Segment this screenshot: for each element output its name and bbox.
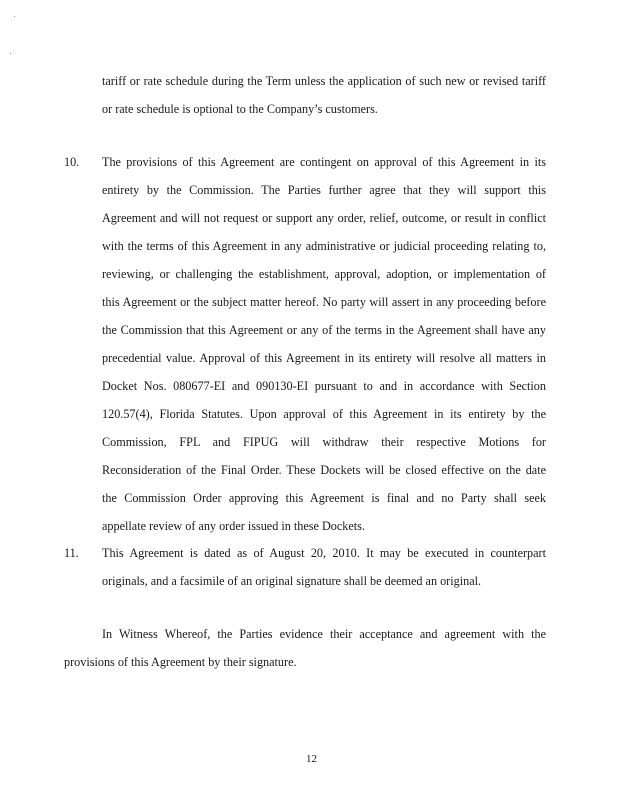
section-line: Agreement and will not request or support any order, relief, outcome, or result in conflict [102, 211, 546, 225]
witness-line: provisions of this Agreement by their signature. [64, 655, 297, 669]
page-number: 12 [306, 753, 317, 765]
witness-line: In Witness Whereof, the Parties evidence their acceptance and agreement with the [102, 627, 546, 641]
section-line: the Commission that this Agreement or any of the terms in the Agreement shall have any [102, 323, 546, 337]
section-line: Commission, FPL and FIPUG will withdraw their respective Motions for [102, 435, 546, 449]
intro-line: or rate schedule is optional to the Company’s customers. [102, 102, 378, 116]
section-line: This Agreement is dated as of August 20, 2010. It may be executed in counterpart [102, 546, 546, 560]
section-line: entirety by the Commission. The Parties further agree that they will support this [102, 183, 546, 197]
section-line: precedential value. Approval of this Agreement in its entirety will resolve all matters in [102, 351, 546, 365]
section-line: The provisions of this Agreement are contingent on approval of this Agreement in its [102, 155, 546, 169]
section-line: the Commission Order approving this Agreement is final and no Party shall seek [102, 491, 546, 505]
intro-line: tariff or rate schedule during the Term unless the application of such new or revised tariff [102, 74, 546, 88]
section-line: Reconsideration of the Final Order. These Dockets will be closed effective on the date [102, 463, 546, 477]
section-number: 11. [64, 546, 79, 560]
section-line: reviewing, or challenging the establishment, approval, adoption, or implementation of [102, 267, 546, 281]
scan-speck [14, 16, 15, 17]
scan-speck [10, 53, 11, 54]
section-line: this Agreement or the subject matter hereof. No party will assert in any proceeding before [102, 295, 546, 309]
section-line: originals, and a facsimile of an original signature shall be deemed an original. [102, 574, 482, 588]
section-line: Docket Nos. 080677-EI and 090130-EI pursuant to and in accordance with Section [102, 379, 546, 393]
section-number: 10. [64, 155, 80, 169]
section-line: appellate review of any order issued in these Dockets. [102, 519, 365, 533]
section-line: with the terms of this Agreement in any administrative or judicial proceeding relating to, [102, 239, 546, 253]
section-line: 120.57(4), Florida Statutes. Upon approval of this Agreement in its entirety by the [102, 407, 546, 421]
